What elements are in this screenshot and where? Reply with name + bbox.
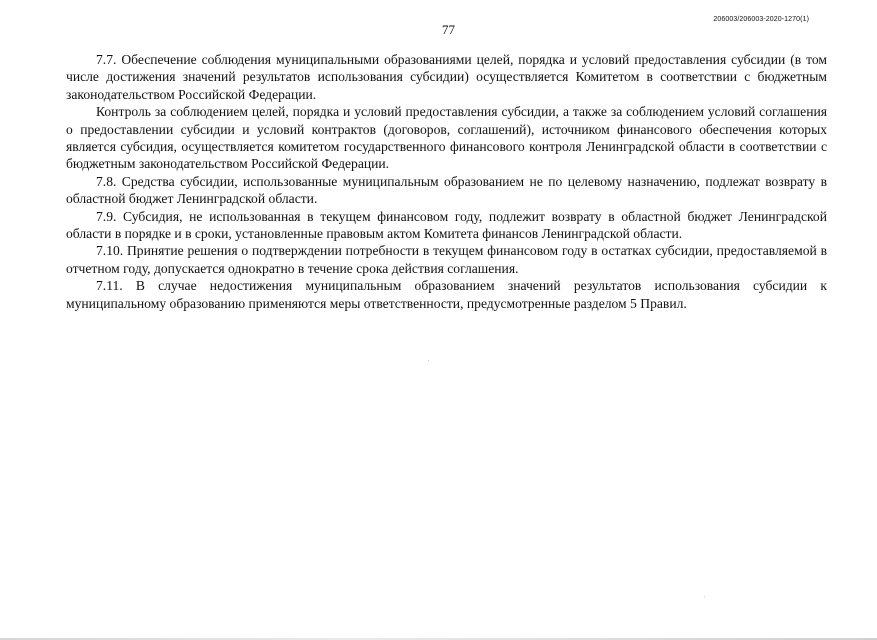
paragraph-7-11: 7.11. В случае недостижения муниципальным образованием значений результатов использования субсидии к муниципальному образованию применяются меры ответственности, предусмотренные разделом 5 Правил. xyxy=(66,278,827,311)
document-id: 206003/206003-2020-1270(1) xyxy=(713,16,809,23)
paragraph-7-8: 7.8. Средства субсидии, использованные муниципальным образованием не по целевому назначению, подлежат возврату в областной бюджет Ленинградской области. xyxy=(66,173,827,207)
document-body xyxy=(66,51,827,312)
page-number: 77 xyxy=(442,22,455,37)
scan-speck xyxy=(704,596,705,597)
paragraph-control: Контроль за соблюдением целей, порядка и условий предоставления субсидии, а также за соблюдением условий соглашения о предоставлении субсидии и условий контрактов (договоров, соглашений), источником финансового обеспечения которых является субсидия, осуществляется комитетом государственного финансового контроля Ленинградской области в соответствии с бюджетным законодательством Российской Федерации. xyxy=(66,104,827,172)
paragraph-7-10: 7.10. Принятие решения о подтверждении потребности в текущем финансовом году в остатках субсидии, предоставляемой в отчетном году, допускается однократно в течение срока действия соглашения. xyxy=(66,243,827,276)
paragraph-7-9: 7.9. Субсидия, не использованная в текущем финансовом году, подлежит возврату в областной бюджет Ленинградской области в порядке и в сроки, установленные правовым актом Комитета финансов Ленинградской области. xyxy=(66,208,827,242)
paragraph-7-7: 7.7. Обеспечение соблюдения муниципальными образованиями целей, порядка и условий предоставления субсидии (в том числе достижения значений результатов использования субсидии) осуществляется Комитетом в соответствии с бюджетным законодательством Российской Федерации. xyxy=(66,52,827,102)
scan-speck xyxy=(428,360,429,361)
